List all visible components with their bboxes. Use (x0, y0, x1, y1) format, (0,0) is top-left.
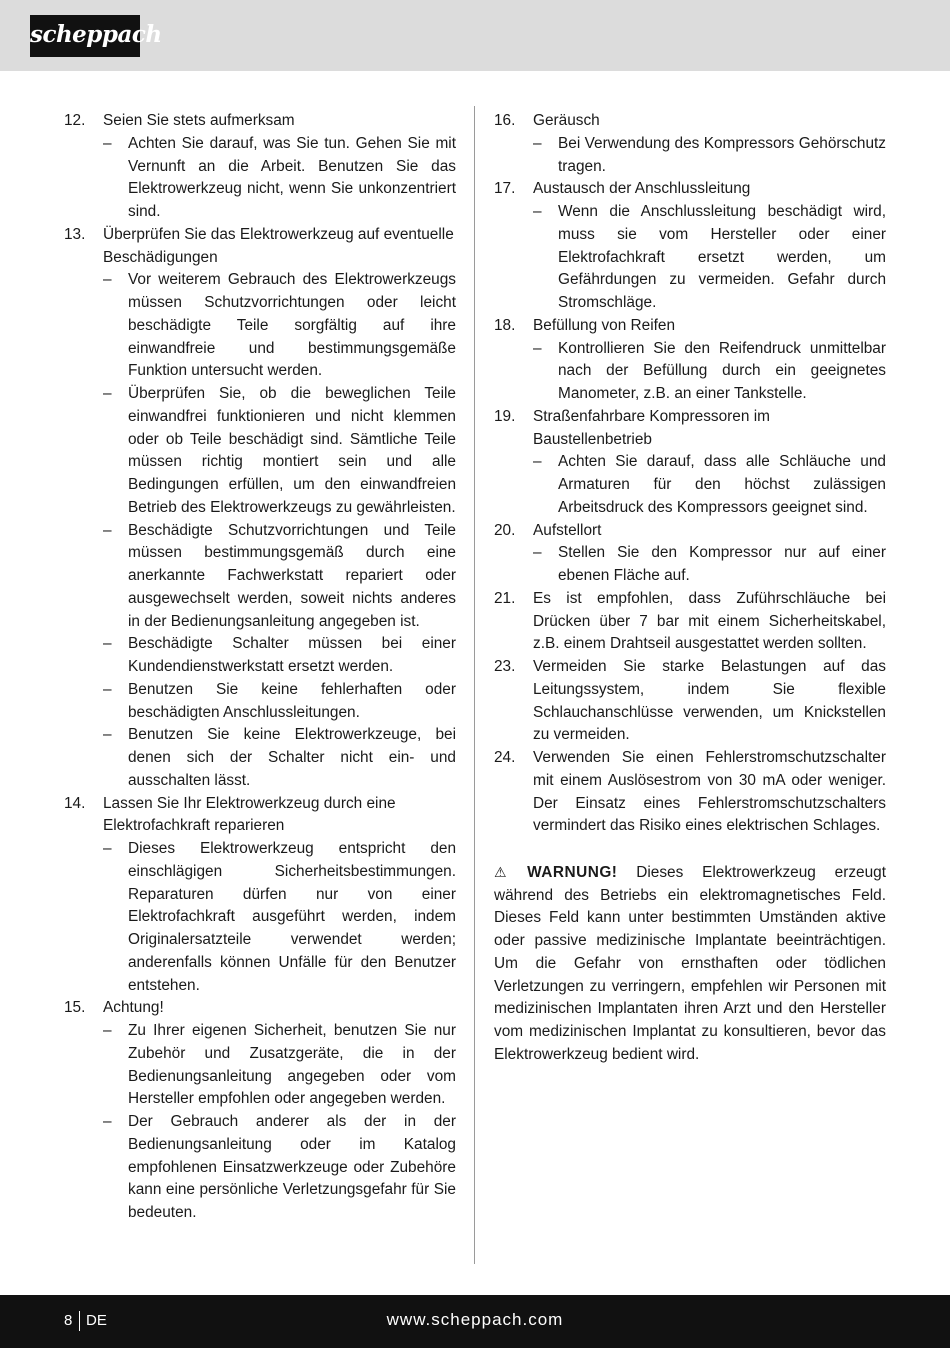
item-title: Austausch der Anschlussleitung (533, 180, 751, 198)
item-title: Lassen Sie Ihr Elektrowerkzeug durch eine Elektrofachkraft reparieren (103, 794, 396, 835)
right-column (494, 110, 886, 1067)
bullet-text: Stellen Sie den Kompressor nur auf einer ebenen Fläche auf. (558, 544, 886, 584)
scheppach-logo: scheppach (30, 15, 140, 57)
bullet-item (533, 338, 886, 406)
item-title: Geräusch (533, 112, 600, 129)
page-language: DE (79, 1311, 107, 1331)
header-band (0, 0, 950, 71)
item-number: 21. (494, 589, 516, 607)
item-number: 18. (494, 316, 516, 334)
item-number: 16. (494, 112, 516, 129)
item-title: Es ist empfohlen, dass Zuführschläuche bei Drücken über 7 bar mit einem Sicherheitskabel, z.B. einem Drahtseil ausgestattet werden sollten. (533, 589, 886, 653)
bullet-text: Beschädigte Schutzvorrichtungen und Teile müssen bestimmungsgemäß durch eine anerkannte Fachwerkstatt repariert oder ausgewechselt werden, soweit nichts anderes in der Bedienungsanleitung angegeben ist. (128, 521, 456, 630)
bullet-text: Benutzen Sie keine fehlerhaften oder beschädigten Anschlussleitungen. (128, 680, 456, 721)
dash-bullet-icon: – (103, 134, 112, 152)
bullet-item (103, 633, 456, 679)
item-number: 20. (494, 521, 516, 539)
list-item (64, 793, 456, 998)
bullet-item (103, 269, 456, 383)
bullet-text: Benutzen Sie keine Elektrowerkzeuge, bei denen sich der Schalter nicht ein- und ausschalten lässt. (128, 726, 456, 789)
bullet-text: Bei Verwendung des Kompressors Gehörschutz tragen. (558, 134, 886, 175)
footer-band (0, 1295, 950, 1348)
item-number: 17. (494, 180, 516, 198)
bullet-text: Kontrollieren Sie den Reifendruck unmittelbar nach der Befüllung durch ein geeignetes Manometer, z.B. an einer Tankstelle. (558, 339, 886, 402)
bullet-text: Wenn die Anschlussleitung beschädigt wird, muss sie vom Hersteller oder einer Elektrofachkraft ersetzt werden, um Gefährdungen zu vermeiden. Gefahr durch Stromschläge. (558, 203, 886, 311)
dash-bullet-icon: – (533, 453, 542, 471)
item-title: Seien Sie stets aufmerksam (103, 112, 295, 129)
dash-bullet-icon: – (103, 635, 112, 653)
dash-bullet-icon: – (103, 840, 112, 857)
item-title: Verwenden Sie einen Fehlerstromschutzschalter mit einem Auslösestrom von 30 mA oder weniger. Der Einsatz eines Fehlerstromschutzschalters vermindert das Risiko eines elektrischen Schlages. (533, 749, 886, 835)
bullet-item (103, 1111, 456, 1225)
item-number: 19. (494, 407, 516, 425)
dash-bullet-icon: – (533, 134, 542, 152)
website-link[interactable]: www.scheppach.com (386, 1310, 564, 1329)
bullet-text: Achten Sie darauf, was Sie tun. Gehen Sie mit Vernunft an die Arbeit. Benutzen Sie das Elektrowerkzeug nicht, wenn Sie unkonzentriert sind. (128, 134, 456, 220)
warning-text: Dieses Elektrowerkzeug erzeugt während des Betriebs ein elektromagnetisches Feld. Dieses Feld kann unter bestimmten Umständen aktive oder passive medizinische Implantate beeinträchtigen. Um die Gefahr von ernsthaften oder tödlichen Verletzungen zu verringern, empfehlen wir Personen mit medizinischen Implantaten ihren Arzt und den Hersteller vom medizinischen Implantat zu konsultieren, bevor das Elektrowerkzeug bedient wird. (494, 863, 886, 1063)
bullet-item (533, 542, 886, 588)
list-item (494, 520, 886, 588)
bullet-item (103, 383, 456, 520)
bullet-text: Beschädigte Schalter müssen bei einer Kundendienstwerkstatt ersetzt werden. (128, 635, 456, 675)
item-number: 14. (64, 794, 86, 812)
item-title: Aufstellort (533, 521, 602, 539)
list-item (494, 178, 886, 315)
bullet-item (103, 679, 456, 725)
bullet-text: Vor weiterem Gebrauch des Elektrowerkzeugs müssen Schutzvorrichtungen oder leicht beschädigte Teile sorgfältig auf ihre einwandfreie und bestimmungsgemäße Funktion untersucht werden. (128, 271, 456, 380)
list-item (494, 315, 886, 406)
bullet-text: Dieses Elektrowerkzeug entspricht den einschlägigen Sicherheitsbestimmungen. Reparaturen dürfen nur von einer Elektrofachkraft ausgeführt werden, indem Originalersatzteile verwendet werden; anderenfalls können Unfälle für den Benutzer entstehen. (128, 840, 456, 994)
dash-bullet-icon: – (103, 271, 112, 289)
item-number: 13. (64, 225, 86, 243)
item-title: Straßenfahrbare Kompressoren im Baustellenbetrieb (533, 407, 770, 448)
column-divider (474, 106, 475, 1264)
bullet-text: Überprüfen Sie, ob die beweglichen Teile einwandfrei funktionieren und nicht klemmen oder ob Teile beschädigt sind. Sämtliche Teile müssen richtig montiert sein und alle Bedingungen erfüllen, um den einwandfreien Betrieb des Elektrowerkzeugs zu gewährleisten. (128, 385, 456, 516)
warning-notice (494, 861, 886, 1067)
bullet-item (103, 1020, 456, 1111)
dash-bullet-icon: – (103, 726, 112, 744)
bullet-item (103, 838, 456, 997)
page-number: 8 (64, 1312, 73, 1329)
bullet-text: Zu Ihrer eigenen Sicherheit, benutzen Sie nur Zubehör und Zusatzgeräte, die in der Bedienungsanleitung angegeben oder vom Hersteller empfohlen oder angegeben werden. (128, 1022, 456, 1108)
dash-bullet-icon: – (103, 680, 112, 698)
dash-bullet-icon: – (103, 521, 112, 539)
list-item (64, 224, 456, 793)
dash-bullet-icon: – (533, 544, 542, 562)
item-title: Achtung! (103, 999, 164, 1017)
item-number: 12. (64, 112, 86, 129)
bullet-item (533, 451, 886, 519)
list-item (494, 406, 886, 520)
left-column (64, 110, 456, 1225)
dash-bullet-icon: – (533, 203, 542, 220)
bullet-item (103, 520, 456, 634)
right-column-items (494, 110, 886, 838)
item-number: 24. (494, 749, 516, 766)
item-number: 15. (64, 999, 86, 1017)
item-number: 23. (494, 658, 516, 675)
warning-triangle-icon: ⚠ (494, 863, 522, 880)
dash-bullet-icon: – (103, 1113, 112, 1130)
bullet-item (533, 201, 886, 315)
dash-bullet-icon: – (103, 385, 112, 402)
list-item (64, 997, 456, 1225)
bullet-text: Achten Sie darauf, dass alle Schläuche und Armaturen für den höchst zulässigen Arbeitsdruck des Kompressors geeignet sind. (558, 453, 886, 516)
dash-bullet-icon: – (103, 1022, 112, 1039)
bullet-text: Der Gebrauch anderer als der in der Bedienungsanleitung oder im Katalog empfohlenen Einsatzwerkzeuge oder Zubehöre kann eine persönliche Verletzungsgefahr für Sie bedeuten. (128, 1113, 456, 1221)
item-title: Überprüfen Sie das Elektrowerkzeug auf eventuelle Beschädigungen (103, 225, 454, 266)
list-item (64, 110, 456, 224)
dash-bullet-icon: – (533, 339, 542, 357)
list-item (494, 588, 886, 656)
list-item (494, 656, 886, 747)
bullet-item (103, 724, 456, 792)
list-item (494, 110, 886, 178)
bullet-item (533, 133, 886, 179)
item-title: Vermeiden Sie starke Belastungen auf das Leitungssystem, indem Sie flexible Schlauchanschlüsse verwenden, um Knickstellen zu vermeiden. (533, 658, 886, 744)
item-title: Befüllung von Reifen (533, 316, 676, 334)
list-item (494, 747, 886, 838)
bullet-item (103, 133, 456, 224)
warning-label: WARNUNG! (527, 863, 618, 881)
